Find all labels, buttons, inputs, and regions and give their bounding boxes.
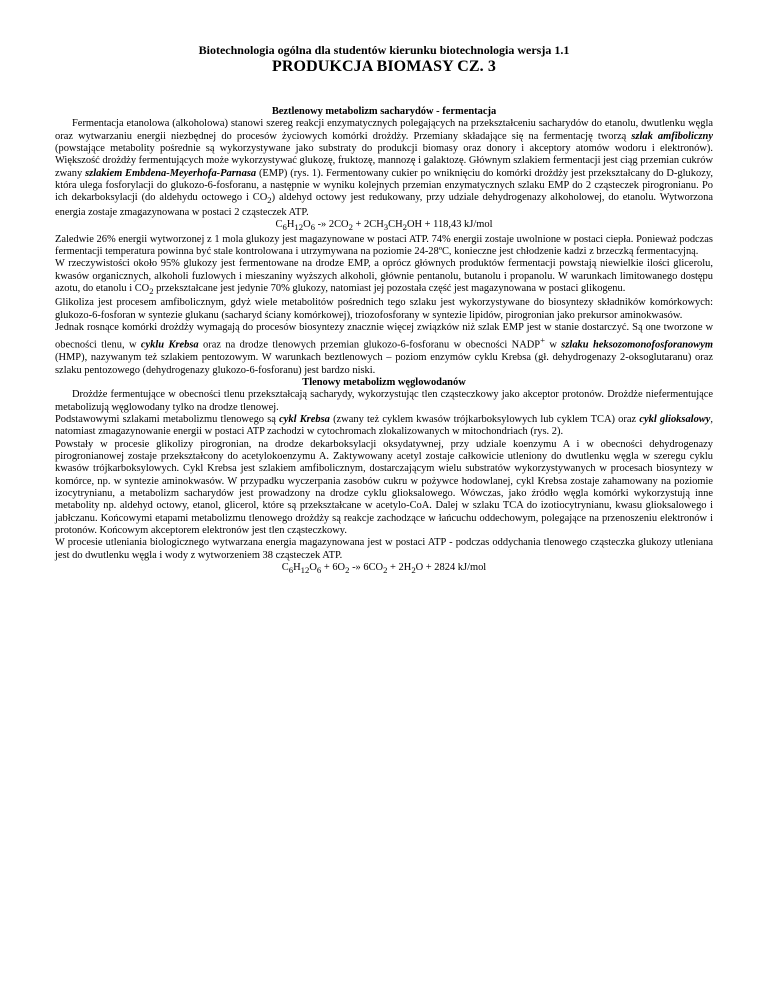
section-heading-aerobic: Tlenowy metabolizm węglowodanów: [302, 376, 466, 388]
equation-respiration: $C_6H_{12}O_6 + 6O_2$ -» $6CO_2 + 2H_2O + 2824$ kJ/mol: [281, 562, 487, 576]
paragraph-oxidation: W procesie utleniania biologicznego wytwarzana energia magazynowana jest w postaci ATP - podczas oddychania tlenowego cząsteczka glukozy utleniana jest do dwutlenku węgla i wody z wytworzeniem 38 cząsteczek ATP.: [55, 537, 713, 561]
term-amphibolic-pathway: szlak amfiboliczny: [631, 130, 713, 142]
section-heading-anaerobic: Beztlenowy metabolizm sacharydów - fermentacja: [271, 106, 497, 117]
document-body: [55, 106, 713, 577]
paragraph-aerobic-pathways: Podstawowymi szlakami metabolizmu tlenowego są cykl Krebsa (zwany też cyklem kwasów trójkarboksylowych lub cyklem TCA) oraz cykl glioksalowy, natomiast zmagazynowanie energii w postaci ATP zachodzi w cytochromach zlokalizowanych w mitochondriach (rys. 2).: [55, 413, 713, 438]
paragraph-energy: Zaledwie 26% energii wytworzonej z 1 mola glukozy jest magazynowane w postaci ATP. 74% energii zostaje uwolnione w postaci ciepła. Ponieważ podczas fermentacji temperatura powinna być stale kontrolowana i utrzymywana na poziomie 24-28ºC, konieczne jest chłodzenie kadzi z brzeczką fermentacyjną.: [55, 233, 713, 257]
term-hmp-pathway: szlaku heksozomonofosforanowym: [561, 339, 713, 351]
document-title: PRODUKCJA BIOMASY CZ. 3: [272, 58, 496, 75]
paragraph-biosynthesis: Jednak rosnące komórki drożdży wymagają do procesów biosyntezy znacznie więcej związków niż szlak EMP jest w stanie dostarczyć. Są one tworzone w obecności tlenu, w cyklu Krebsa oraz na drodze tlenowych przemian glukozo-6-fosforanu w obecności NADP+ w szlaku heksozomonofosforanowym (HMP), nazywanym też szlakiem pentozowym. W warunkach beztlenowych – poziom enzymów cyklu Krebsa (gł. dehydrogenazy 2-oksoglutaranu) oraz szlaku pentozowego (dehydrogenazy glukozo-6-fosforanu) jest bardzo niski.: [55, 322, 713, 376]
paragraph-pyruvate: Powstały w procesie glikolizy pirogronian, na drodze dekarboksylacji oksydatywnej, przy udziale koenzymu A i w obecności dehydrogenazy pirogronianowej zostaje przekształcony do acetylokoenzymu A. Zaktywowany acetyl zostaje całkowicie utleniony do dwutlenku węgla w szeregu cyklu kwasów trójkarboksylowych. Cykl Krebsa jest szlakiem amfibolicznym, dostarczającym wielu substratów wykorzystywanych w procesach biosyntezy w komórce, np. w syntezie aminokwasów. W przypadku wyczerpania zasobów cukru w pożywce hodowlanej, cykl Krebsa zostaje zahamowany na poziomie izocytrynianu, a metabolizm sacharydów jest prowadzony na drodze cyklu glioksalowego. Wówczas, jako źródło węgla komórki wykorzystują inne metabolity np. aldehyd octowy, etanol, glicerol, które są przekształcane w acetylo-CoA. Dalej w szlaku TCA do izotiocytrynianu, kwasu glioksalowego i jabłczanu. Końcowymi etapami metabolizmu tlenowego drożdży są reakcje zachodzące w łańcuchu oddechowym, polegające na przenoszeniu elektronów i protonów. Końcowym akceptorem elektronów jest tlen cząsteczkowy.: [55, 438, 713, 537]
paragraph-glycolysis: Glikoliza jest procesem amfibolicznym, gdyż wiele metabolitów pośrednich tego szlaku jest wykorzystywane do biosyntezy składników komórkowych: glukozo-6-fosforan w syntezie glukanu (sacharyd ściany komórkowej), triozofosforany w syntezie lipidów, pirogronian jako prekursor aminokwasów.: [55, 297, 713, 321]
term-emp-pathway: szlakiem Embdena-Meyerhofa-Parnasa: [85, 167, 257, 179]
term-krebs-cycle-2: cykl Krebsa: [279, 413, 330, 425]
paragraph-fermentation-intro: Fermentacja etanolowa (alkoholowa) stanowi szereg reakcji enzymatycznych polegających na przekształceniu sacharydów do etanolu, dwutlenku węgla oraz wytwarzaniu energii niezbędnej do procesów życiowych komórki drożdży. Przemiany składające się na fermentację tworzą szlak amfiboliczny (powstające metabolity pośrednie są wykorzystywane jako substraty do produkcji biomasy oraz donory i akceptory atomów wodoru i elektronów). Większość drożdży fermentujących może wykorzystywać glukozę, fruktozę, mannozę i galaktozę. Głównym szlakiem fermentacji jest ciąg przemian cukrów zwany szlakiem Embdena-Meyerhofa-Parnasa (EMP) (rys. 1). Fermentowany cukier po wniknięciu do komórki drożdży jest przekształcany do D-glukozy, która ulega fosforylacji do glukozo-6-fosforanu, a następnie w wyniku kolejnych przemian enzymatycznych szlaku EMP do 2 cząsteczek pirogronianu. Po ich dekarboksylacji (do aldehydu octowego i $CO_2$) aldehyd octowy jest redukowany, przy udziale dehydrogenazy alkoholowej, do etanolu. Wytworzona energia zostaje zmagazynowana w postaci 2 cząsteczek ATP.: [55, 118, 713, 218]
term-krebs-cycle: cyklu Krebsa: [140, 339, 199, 351]
paragraph-aerobic-intro: Drożdże fermentujące w obecności tlenu przekształcają sacharydy, wykorzystując tlen cząsteczkowy jako akceptor protonów. Drożdże niefermentujące metabolizują węglowodany tylko na drodze tlenowej.: [55, 389, 713, 413]
equation-fermentation: $C_6H_{12}O_6$ -» $2CO_2 + 2CH_3CH_2OH + 118,43$ kJ/mol: [275, 219, 493, 233]
term-glyoxylate-cycle: cykl glioksalowy: [639, 413, 711, 425]
paragraph-byproducts: W rzeczywistości około 95% glukozy jest fermentowane na drodze EMP, a oprócz głównych produktów fermentacji powstają niewielkie ilości glicerolu, kwasów organicznych, alkoholi fuzlowych i mieszaniny wyższych alkoholi, głównie pentanolu, butanolu i propanolu. W warunkach limitowanego dostępu azotu, do etanolu i $CO_2$ przekształcane jest jedynie 70% glukozy, natomiast jej pozostała część jest magazynowana w postaci glikogenu.: [55, 258, 713, 297]
document-subtitle: Biotechnologia ogólna dla studentów kierunku biotechnologia wersja 1.1: [198, 43, 570, 57]
